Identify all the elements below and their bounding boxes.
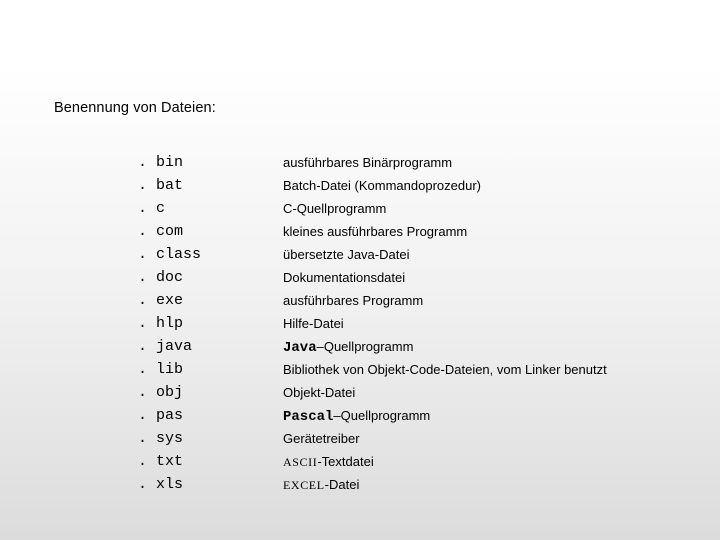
extension: . java	[138, 338, 193, 355]
extension: . txt	[138, 453, 184, 470]
extension: . pas	[138, 407, 184, 424]
description	[283, 450, 374, 474]
description-keyword: EXCEL	[283, 478, 325, 492]
description-keyword: ASCII	[283, 455, 318, 469]
extension: . lib	[138, 361, 184, 378]
description: Gerätetreiber	[283, 431, 360, 446]
extension: . class	[138, 246, 202, 263]
extension: . doc	[138, 269, 184, 286]
slide-title: Benennung von Dateien:	[54, 100, 216, 116]
description: Bibliothek von Objekt-Code-Dateien, vom Linker benutzt	[283, 362, 607, 377]
description-suffix: -Datei	[324, 477, 360, 492]
extension: . xls	[138, 476, 184, 493]
description: Hilfe-Datei	[283, 316, 344, 331]
description-keyword: Java	[283, 340, 317, 356]
description: ausführbares Binärprogramm	[283, 155, 453, 170]
description: übersetzte Java-Datei	[283, 247, 410, 262]
extension: . bin	[138, 154, 184, 171]
description	[283, 473, 359, 497]
extension: . bat	[138, 177, 184, 194]
description	[283, 335, 413, 360]
description: Objekt-Datei	[283, 385, 356, 400]
description: C-Quellprogramm	[283, 201, 387, 216]
description: Batch-Datei (Kommandoprozedur)	[283, 178, 481, 193]
description	[283, 404, 430, 429]
description-suffix: –Quellprogramm	[333, 408, 431, 423]
extension: . hlp	[138, 315, 184, 332]
description: ausführbares Programm	[283, 293, 424, 308]
extension: . exe	[138, 292, 184, 309]
description-suffix: –Quellprogramm	[316, 339, 414, 354]
description: Dokumentationsdatei	[283, 270, 406, 285]
extension: . c	[138, 200, 166, 217]
extension: . sys	[138, 430, 184, 447]
extension: . com	[138, 223, 184, 240]
description-keyword: Pascal	[283, 409, 334, 425]
extension: . obj	[138, 384, 184, 401]
description: kleines ausführbares Programm	[283, 224, 468, 239]
description-suffix: -Textdatei	[317, 454, 374, 469]
